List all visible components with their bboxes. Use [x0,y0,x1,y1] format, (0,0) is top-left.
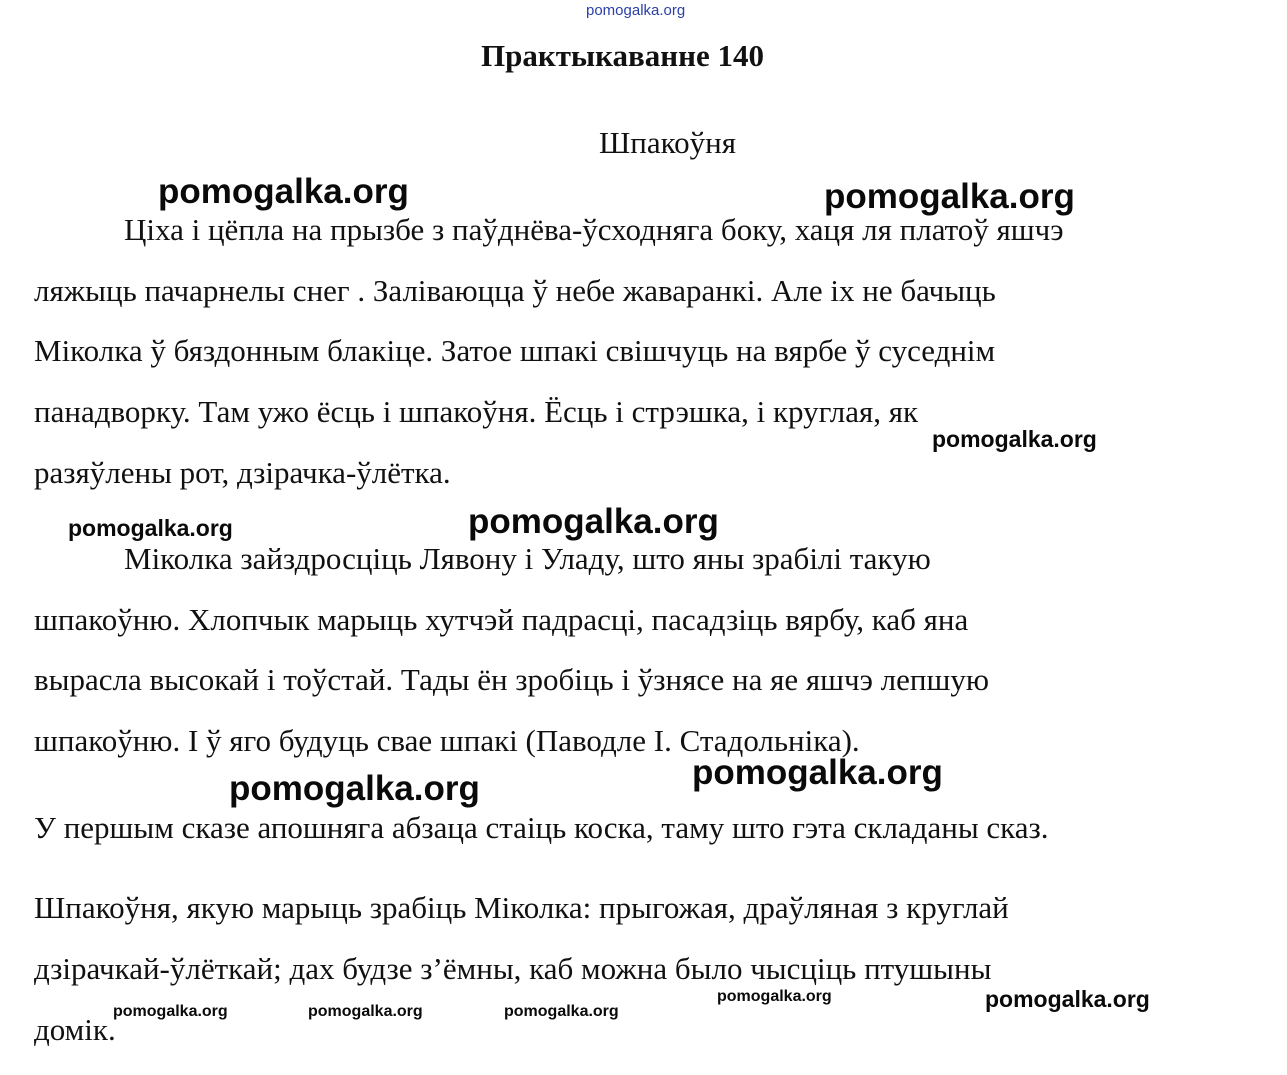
watermark: pomogalka.org [113,1003,228,1020]
text-line-1 [34,212,1064,248]
answer-line-1: У першым сказе апошняга абзаца стаіць коска, таму што гэта складаны сказ. [34,810,1049,845]
text-title: Шпакоўня [599,125,736,160]
watermark: pomogalka.org [932,426,1097,452]
watermark: pomogalka.org [229,769,480,808]
answer-line-2: Шпакоўня, якую марыць зрабіць Міколка: прыгожая, драўляная з круглай [34,890,1009,925]
answer-line-3: дзірачкай-ўлёткай; дах будзе з’ёмны, каб можна было чысціць птушыны [34,951,992,986]
watermark: pomogalka.org [468,502,719,541]
watermark: pomogalka.org [158,172,409,211]
watermark: pomogalka.org [824,177,1075,216]
text-line-3: Міколка ў бяздонным блакіце. Затое шпакі свішчуць на вярбе ў суседнім [34,333,996,368]
text-line-9: шпакоўню. І ў яго будуць свае шпакі (Паводле І. Стадольніка). [34,723,860,758]
page-title: Практыкаванне 140 [480,38,764,73]
answer-line-4: домік. [34,1012,116,1047]
watermark: pomogalka.org [504,1003,619,1020]
text-line-7: шпакоўню. Хлопчык марыць хутчэй падрасці, пасадзіць вярбу, каб яна [34,602,969,637]
text-line-4: панадворку. Там ужо ёсць і шпакоўня. Ёсць і стрэшка, і круглая, як [34,394,919,429]
watermark: pomogalka.org [717,988,832,1005]
text-line-6 [34,541,931,577]
watermark: pomogalka.org [692,753,943,792]
text-line-2: ляжыць пачарнелы снег . Заліваюцца ў небе жаваранкі. Але іх не бачыць [34,273,996,308]
watermark: pomogalka.org [985,986,1150,1012]
text-line-5: разяўлены рот, дзірачка-ўлётка. [34,455,451,490]
text-line-8: вырасла высокай і тоўстай. Тады ён зробіць і ўзнясе на яе яшчэ лепшую [34,662,989,697]
watermark: pomogalka.org [308,1003,423,1020]
text-line-6-text: Міколка зайздросціць Лявону і Уладу, што яны зрабілі такую [124,541,931,576]
top-watermark: pomogalka.org [586,2,686,19]
watermark: pomogalka.org [68,515,233,541]
text-line-1-text: Ціха і цёпла на прызбе з паўднёва-ўсходняга боку, хаця ля платоў яшчэ [124,212,1064,247]
